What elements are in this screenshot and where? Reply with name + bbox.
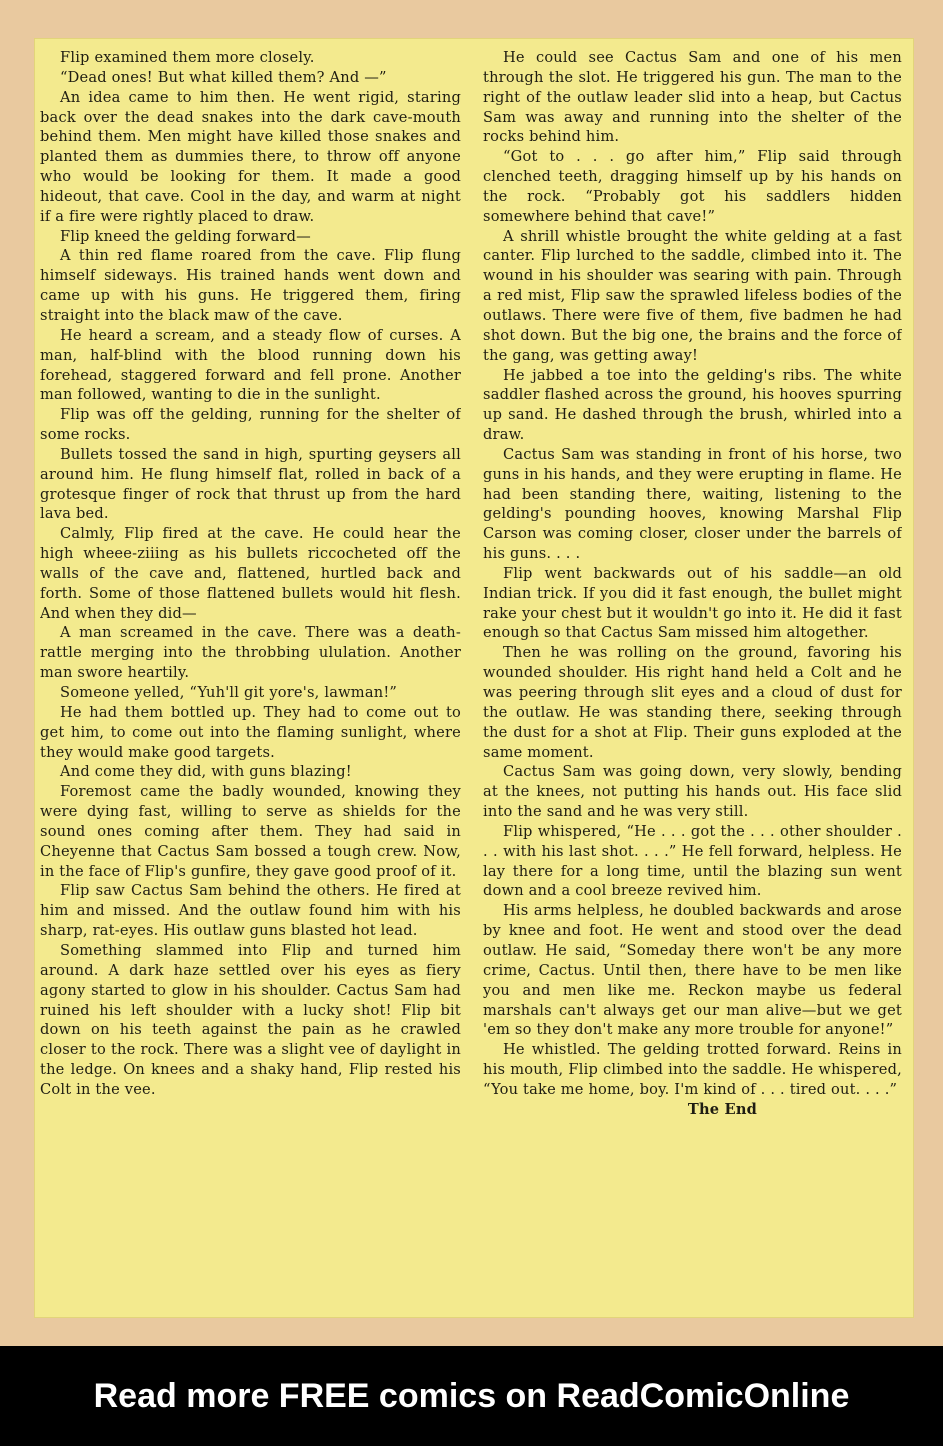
paragraph: Something slammed into Flip and turned him around. A dark haze settled over his eyes as fiery agony started to glow in his shoulder. Cactus Sam had ruined his left shoulder with a lucky shot! Flip bit down on his teeth against the pain as he crawled closer to the rock. There was a slight vee of daylight in the ledge. On knees and a shaky hand, Flip rested his Colt in the vee. (40, 941, 461, 1098)
paragraph: Cactus Sam was standing in front of his horse, two guns in his hands, and they were erupting in flame. He had been standing there, waiting, listening to the gelding's pounding hooves, knowing Marshal Flip Carson was coming closer, closer under the barrels of his guns. . . . (483, 445, 902, 563)
paragraph: A man screamed in the cave. There was a death-rattle merging into the throbbing ululation. Another man swore heartily. (40, 624, 461, 682)
paragraph: He whistled. The gelding trotted forward. Reins in his mouth, Flip climbed into the saddle. He whispered, “You take me home, boy. I'm kind of . . . tired out. . . .” (483, 1041, 902, 1098)
paragraph: Then he was rolling on the ground, favoring his wounded shoulder. His right hand held a Colt and he was peering through slit eyes and a cloud of dust for the outlaw. He was standing there, seeking through the dust for a shot at Flip. Their guns exploded at the same moment. (483, 644, 902, 761)
paragraph: A shrill whistle brought the white gelding at a fast canter. Flip lurched to the saddle, climbed into it. The wound in his shoulder was searing with pain. Through a red mist, Flip saw the sprawled lifeless bodies of the outlaws. There were five of them, five badmen he had shot down. But the big one, the brains and the force of the gang, was getting away! (483, 227, 902, 364)
paragraph: Flip examined them more closely. (60, 49, 315, 66)
paragraph: Flip saw Cactus Sam behind the others. He fired at him and missed. And the outlaw found him with his sharp, rat-eyes. His outlaw guns blasted hot lead. (40, 882, 461, 940)
paragraph: His arms helpless, he doubled backwards and arose by knee and foot. He went and stood over the dead outlaw. He said, “Someday there won't be any more crime, Cactus. Until then, there have to be men like you and men like me. Reckon maybe us federal marshals can't always get our man alive—but we get 'em so they don't make any more trouble for anyone!” (483, 902, 902, 1039)
paragraph: And come they did, with guns blazing! (60, 763, 352, 781)
paragraph: He heard a scream, and a steady flow of curses. A man, half-blind with the blood running down his forehead, staggered forward and fell prone. Another man followed, wanting to die in the sunlight. (40, 326, 461, 404)
paragraph: Calmly, Flip fired at the cave. He could hear the high wheee-ziiing as his bullets riccocheted off the walls of the cave and, flattened, hurtled back and forth. Some of those flattened bullets would hit flesh. And when they did— (40, 525, 461, 622)
end-label: The End (687, 1100, 758, 1118)
paragraph: A thin red flame roared from the cave. Flip flung himself sideways. His trained hands went down and came up with his guns. He triggered them, firing straight into the black maw of the cave. (40, 247, 461, 324)
paragraph: He jabbed a toe into the gelding's ribs. The white saddler flashed across the ground, his hooves spurring up sand. He dashed through the brush, whirled into a draw. (483, 366, 902, 444)
paragraph: Flip whispered, “He . . . got the . . . other shoulder . . . with his last shot. . . .” He fell forward, helpless. He lay there for a long time, until the blazing sun went down and a cool breeze revived him. (483, 822, 902, 900)
footer-banner[interactable] (0, 1346, 943, 1446)
story-column-left (40, 48, 461, 1310)
paragraph: He could see Cactus Sam and one of his men through the slot. He triggered his gun. The man to the right of the outlaw leader slid into a heap, but Cactus Sam was away and running into the shelter of the rocks behind him. (483, 49, 902, 146)
paragraph: Bullets tossed the sand in high, spurting geysers all around him. He flung himself flat, rolled in back of a grotesque finger of rock that thrust up from the hard lava bed. (40, 445, 461, 523)
paragraph: Someone yelled, “Yuh'll git yore's, lawman!” (60, 684, 398, 701)
paragraph: He had them bottled up. They had to come out to get him, to come out into the flaming sunlight, where they would make good targets. (40, 703, 461, 761)
paragraph: “Got to . . . go after him,” Flip said through clenched teeth, dragging himself up by his hands on the rock. “Probably got his saddlers hidden somewhere behind that cave!” (483, 148, 902, 225)
paragraph: An idea came to him then. He went rigid, staring back over the dead snakes into the dark cave-mouth behind them. Men might have killed those snakes and planted them as dummies there, to throw off anyone who would be looking for them. It made a good hideout, that cave. Cool in the day, and warm at night if a fire were rightly placed to draw. (40, 88, 461, 225)
paragraph: Flip went backwards out of his saddle—an old Indian trick. If you did it fast enough, the bullet might rake your chest but it wouldn't go into it. He did it fast enough so that Cactus Sam missed him altogether. (483, 564, 902, 642)
paragraph: Flip kneed the gelding forward— (60, 227, 311, 245)
paragraph: Flip was off the gelding, running for the shelter of some rocks. (40, 406, 461, 444)
banner-text: Read more FREE comics on ReadComicOnline (93, 1376, 850, 1415)
story-column-right (483, 48, 902, 1310)
paragraph: Foremost came the badly wounded, knowing they were dying fast, willing to serve as shields for the sound ones coming after them. They had said in Cheyenne that Cactus Sam bossed a tough crew. Now, in the face of Flip's gunfire, they gave good proof of it. (40, 783, 461, 880)
paragraph: Cactus Sam was going down, very slowly, bending at the knees, not putting his hands out. His face slid into the sand and he was very still. (483, 763, 902, 821)
paragraph: “Dead ones! But what killed them? And —” (60, 68, 387, 86)
